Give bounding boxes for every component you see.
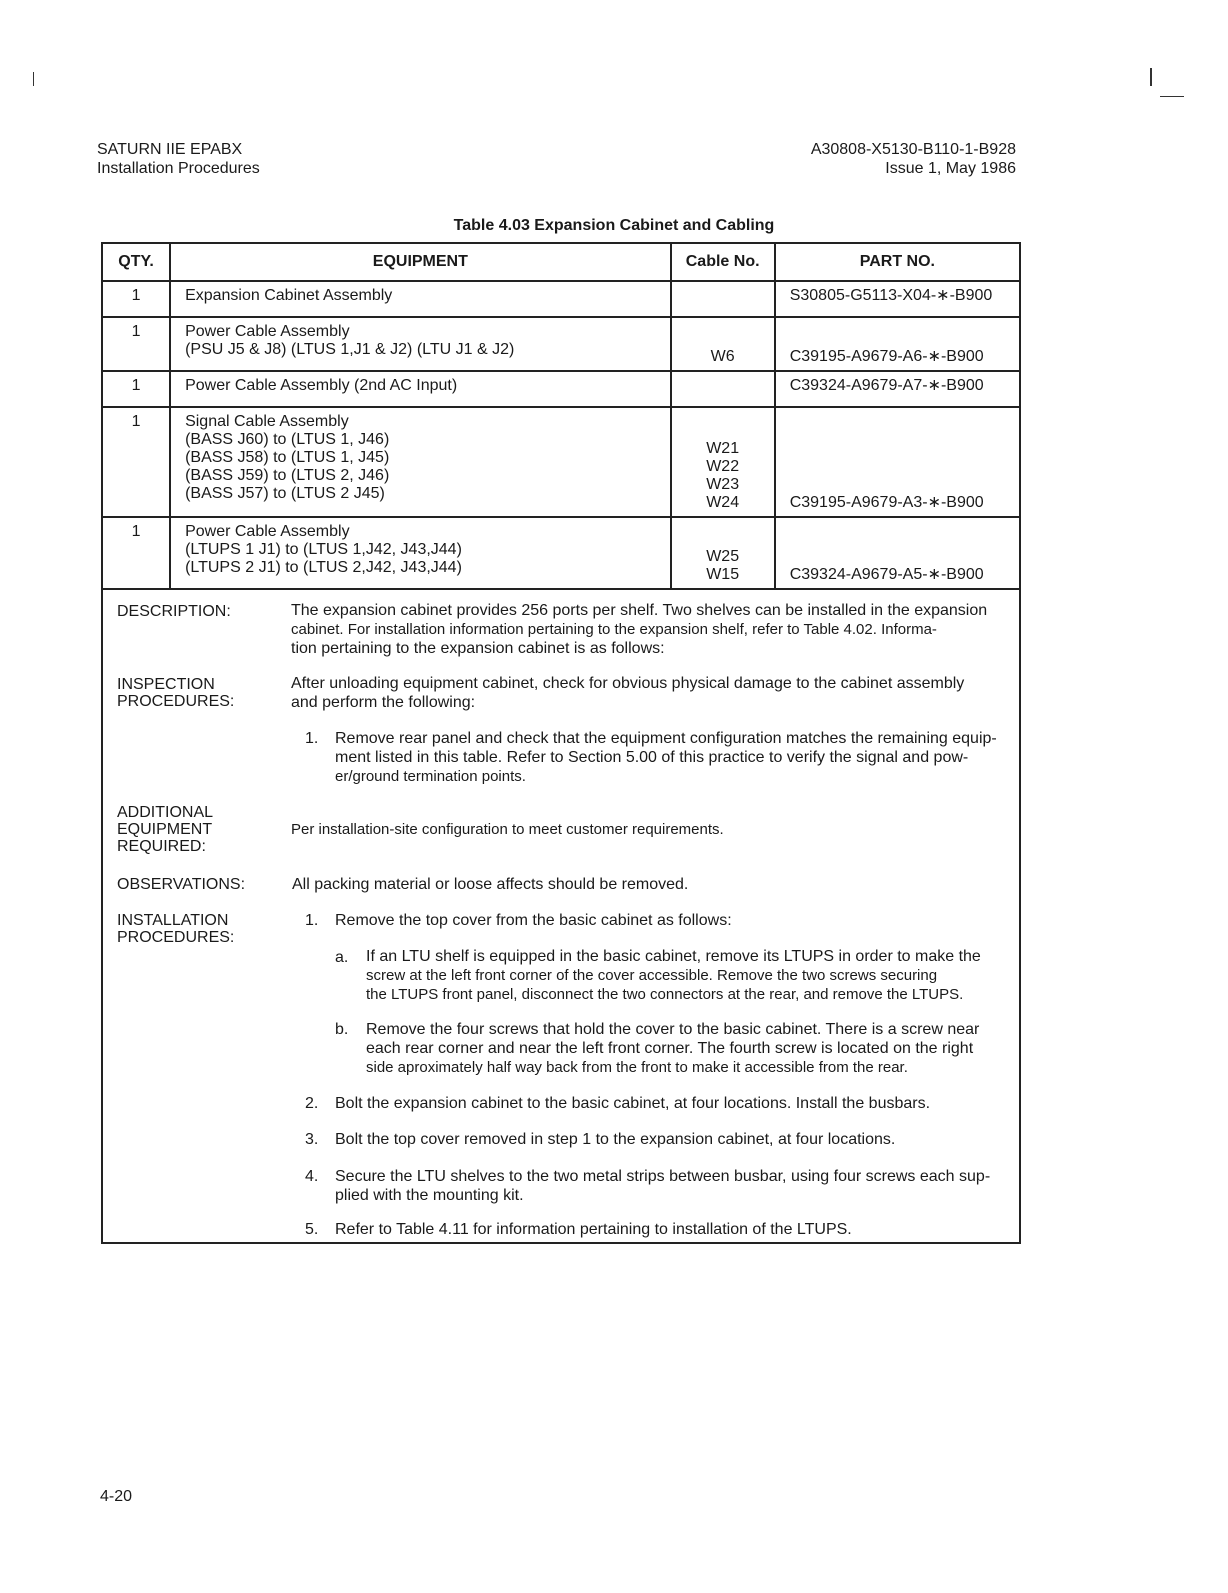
table-title: Table 4.03 Expansion Cabinet and Cabling [453,217,775,234]
substep-letter: a. [335,949,349,966]
text-line: screw at the left front corner of the cover accessible. Remove the two screws securing [366,967,938,984]
equipment-line: (PSU J5 & J8) (LTUS 1,J1 & J2) (LTU J1 & J2) [185,341,515,358]
qty-cell: 1 [102,281,170,317]
cable-cell [671,371,775,407]
equipment-cell [170,371,671,407]
cable-number: W24 [706,494,740,511]
step-number: 5. [305,1221,319,1238]
inspection-label [117,676,234,710]
table-row [102,317,1020,371]
step-number: 4. [305,1168,319,1185]
text-line: er/ground termination points. [335,768,526,785]
issue-date: Issue 1, May 1986 [885,160,1016,177]
step-number: 1. [305,730,319,747]
part-cell: C39324-A9679-A5-∗-B900 [775,517,1020,589]
column-header-equipment: EQUIPMENT [170,243,671,281]
part-cell: C39324-A9679-A7-∗-B900 [775,371,1020,407]
text-line: If an LTU shelf is equipped in the basic cabinet, remove its LTUPS in order to make the [366,948,981,965]
equipment-line: (LTUPS 2 J1) to (LTUS 2,J42, J43,J44) [185,559,462,576]
step-number: 1. [305,912,319,929]
equipment-line: (BASS J58) to (LTUS 1, J45) [185,449,390,466]
cable-number: W15 [706,566,740,583]
part-cell: S30805-G5113-X04-∗-B900 [775,281,1020,317]
observations-text: All packing material or loose affects should be removed. [292,876,689,893]
label-line: REQUIRED: [117,838,206,855]
scan-mark [1160,96,1184,97]
table-row [102,407,1020,517]
equipment-cell [170,317,671,371]
equipment-line: Signal Cable Assembly [185,413,349,430]
column-header-cable: Cable No. [671,243,775,281]
installation-substep-text [366,947,981,1004]
label-line: PROCEDURES: [117,929,235,946]
description-text [291,601,987,658]
scan-mark [33,72,34,86]
additional-equipment-label [117,804,213,855]
equipment-line: Power Cable Assembly (2nd AC Input) [185,377,458,394]
equipment-line: (BASS J59) to (LTUS 2, J46) [185,467,390,484]
text-line: Remove rear panel and check that the equipment configuration matches the remaining equip- [335,730,997,747]
document-header-left [97,140,260,178]
cable-number: W22 [706,458,740,475]
equipment-line: (LTUPS 1 J1) to (LTUS 1,J42, J43,J44) [185,541,462,558]
inspection-step-text [335,729,997,786]
installation-step-text: Bolt the expansion cabinet to the basic cabinet, at four locations. Install the busbars. [335,1095,931,1112]
qty-cell: 1 [102,517,170,589]
label-line: ADDITIONAL [117,804,214,821]
column-header-qty: QTY. [102,243,170,281]
column-header-part: PART NO. [775,243,1020,281]
equipment-table [101,242,1021,590]
cable-cell: W6 [671,317,775,371]
equipment-cell [170,281,671,317]
text-line: ment listed in this table. Refer to Section 5.00 of this practice to verify the signal and pow- [335,749,969,766]
text-line: The expansion cabinet provides 256 ports per shelf. Two shelves can be installed in the expansion [291,602,988,619]
cable-number: W25 [706,548,740,565]
cable-cell [671,517,775,589]
equipment-cell [170,407,671,517]
text-line: the LTUPS front panel, disconnect the two connectors at the rear, and remove the LTUPS. [366,986,964,1003]
equipment-line: (BASS J60) to (LTUS 1, J46) [185,431,390,448]
label-line: PROCEDURES: [117,693,235,710]
installation-step-text: Refer to Table 4.11 for information pertaining to installation of the LTUPS. [335,1221,852,1238]
installation-substep-text [366,1020,979,1077]
cable-number: W21 [706,440,740,457]
table-row [102,371,1020,407]
text-line: cabinet. For installation information pertaining to the expansion shelf, refer to Table 4.02. Informa- [291,621,937,638]
qty-cell: 1 [102,371,170,407]
installation-step-text: Remove the top cover from the basic cabinet as follows: [335,912,732,929]
table-row [102,517,1020,589]
table-row [102,281,1020,317]
document-header-right [811,140,1016,178]
table-header-row [102,243,1020,281]
qty-cell: 1 [102,317,170,371]
label-line: INSTALLATION [117,912,229,929]
label-line: EQUIPMENT [117,821,213,838]
substep-letter: b. [335,1021,349,1038]
description-label: DESCRIPTION: [117,603,231,620]
label-line: INSPECTION [117,676,215,693]
additional-equipment-text: Per installation-site configuration to meet customer requirements. [291,821,724,838]
part-cell: C39195-A9679-A3-∗-B900 [775,407,1020,517]
text-line: After unloading equipment cabinet, check for obvious physical damage to the cabinet assembly [291,675,965,692]
text-line: each rear corner and near the left front corner. The fourth screw is located on the right [366,1040,974,1057]
document-title: SATURN IIE EPABX [97,141,243,158]
installation-step-text: Bolt the top cover removed in step 1 to the expansion cabinet, at four locations. [335,1131,896,1148]
text-line: side aproximately half way back from the front to make it accessible from the rear. [366,1059,908,1076]
equipment-line: Expansion Cabinet Assembly [185,287,393,304]
part-cell: C39195-A9679-A6-∗-B900 [775,317,1020,371]
document-subtitle: Installation Procedures [97,160,260,177]
equipment-cell [170,517,671,589]
step-number: 3. [305,1131,319,1148]
cable-number: W23 [706,476,740,493]
installation-label [117,912,234,946]
scan-mark [1150,68,1152,86]
qty-cell: 1 [102,407,170,517]
equipment-line: Power Cable Assembly [185,323,350,340]
installation-step-text [335,1167,990,1205]
text-line: Remove the four screws that hold the cover to the basic cabinet. There is a screw near [366,1021,980,1038]
observations-label: OBSERVATIONS: [117,876,246,893]
text-line: Secure the LTU shelves to the two metal strips between busbar, using four screws each sup- [335,1168,991,1185]
document-number: A30808-X5130-B110-1-B928 [810,141,1016,158]
text-line: tion pertaining to the expansion cabinet is as follows: [291,640,665,657]
step-number: 2. [305,1095,319,1112]
text-line: plied with the mounting kit. [335,1187,524,1204]
cable-cell [671,407,775,517]
page-number: 4-20 [100,1488,133,1505]
equipment-line: Power Cable Assembly [185,523,350,540]
text-line: and perform the following: [291,694,476,711]
inspection-text [291,674,964,712]
cable-cell [671,281,775,317]
equipment-line: (BASS J57) to (LTUS 2 J45) [185,485,385,502]
